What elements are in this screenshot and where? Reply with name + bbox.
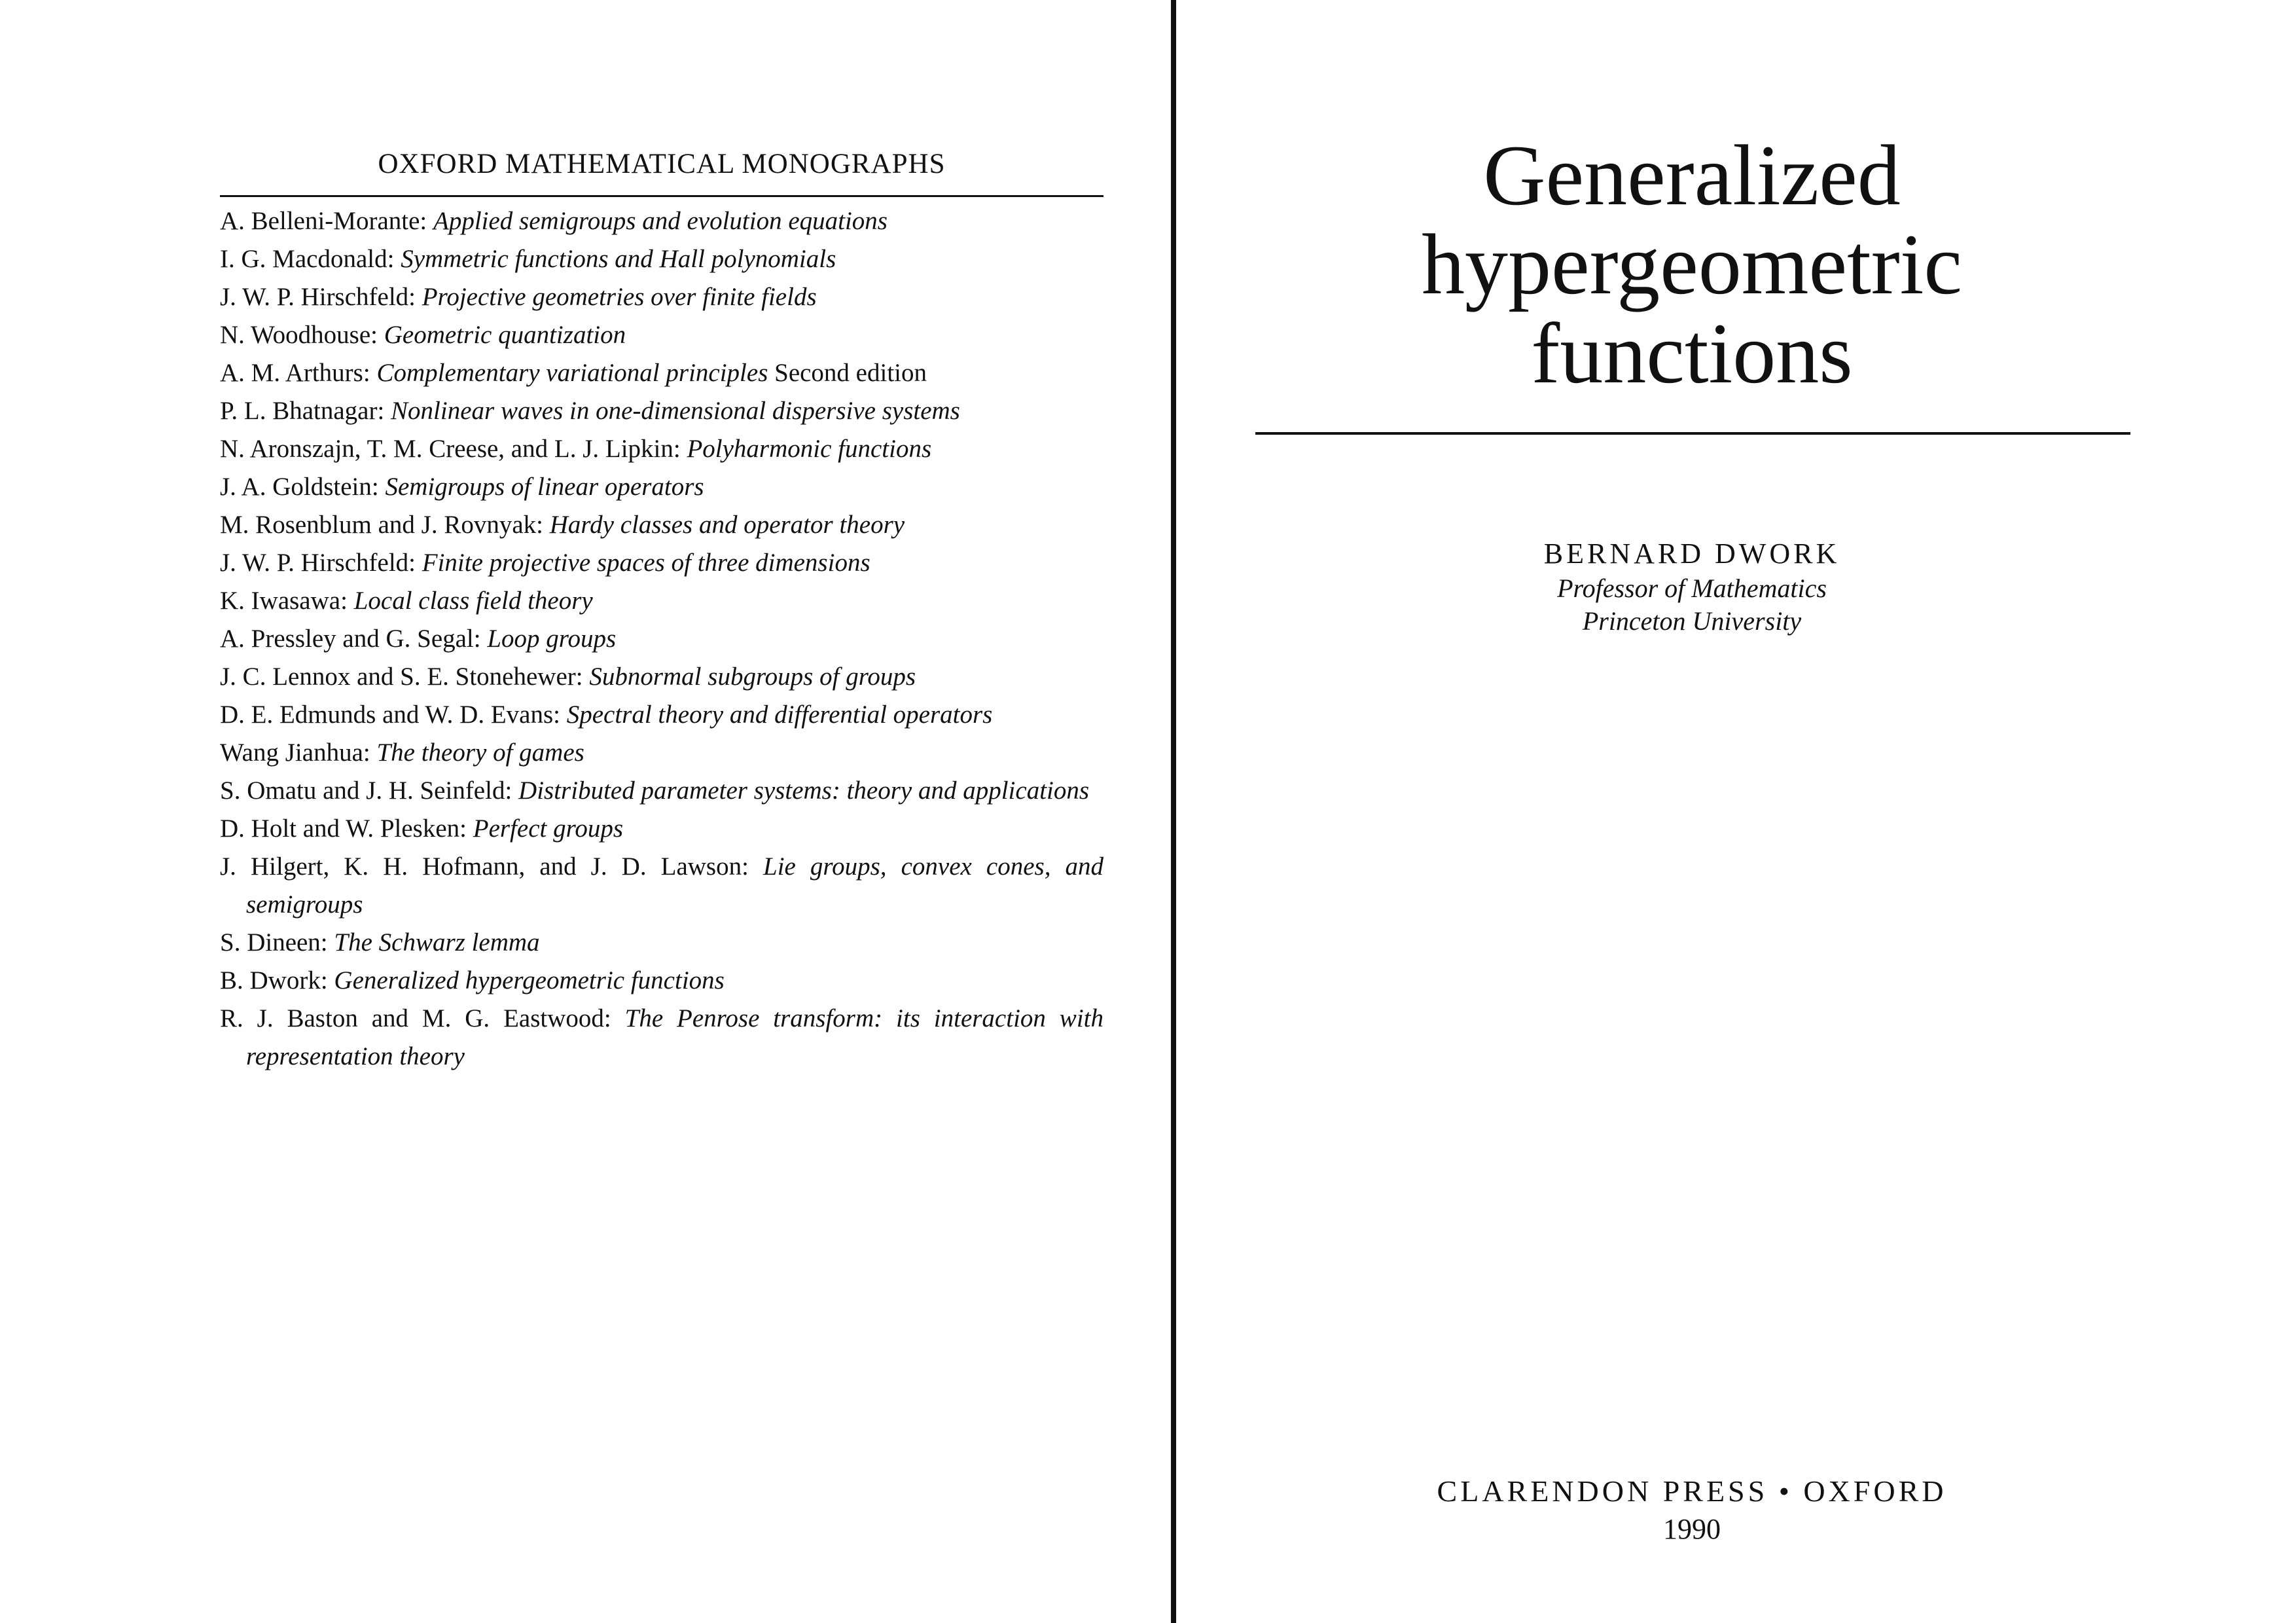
- book-title-entry: Lie groups, convex cones, and semigroups: [246, 852, 1104, 919]
- book-author: A. Belleni-Morante:: [220, 207, 427, 235]
- book-title-line-2: hypergeometric: [1422, 216, 1962, 312]
- series-book-item: [220, 544, 1103, 582]
- series-book-item: [220, 734, 1103, 772]
- series-book-item: [220, 278, 1103, 316]
- book-author: J. C. Lennox and S. E. Stonehewer:: [220, 663, 583, 691]
- series-book-item: [220, 392, 1103, 430]
- author-affiliation: Princeton University: [1582, 606, 1802, 636]
- book-title-entry: The theory of games: [376, 739, 584, 767]
- book-author: J. W. P. Hirschfeld:: [220, 549, 416, 577]
- book-title-entry: Spectral theory and differential operators: [566, 701, 993, 729]
- book-title-entry: Finite projective spaces of three dimensions: [422, 549, 870, 577]
- book-title-entry: The Penrose transform: its interaction with representation theory: [246, 1004, 1103, 1070]
- series-rule: [220, 195, 1103, 197]
- book-title-entry: Symmetric functions and Hall polynomials: [401, 245, 836, 273]
- series-book-item: [220, 658, 1103, 696]
- book-author: B. Dwork:: [220, 966, 328, 994]
- publication-year: 1990: [1663, 1513, 1721, 1545]
- book-title-entry: Local class field theory: [353, 587, 593, 615]
- book-author: N. Aronszajn, T. M. Creese, and L. J. Lipkin:: [220, 435, 681, 463]
- publisher-name: CLARENDON PRESS • OXFORD: [1437, 1474, 1947, 1508]
- book-title-entry: Hardy classes and operator theory: [549, 511, 905, 539]
- series-page: [220, 145, 1103, 1076]
- author-name: BERNARD DWORK: [1543, 538, 1840, 570]
- book-title-entry: Applied semigroups and evolution equations: [433, 207, 888, 235]
- series-book-item: [220, 506, 1103, 544]
- book-title-entry: Polyharmonic functions: [687, 435, 932, 463]
- book-author: I. G. Macdonald:: [220, 245, 395, 273]
- series-book-item: [220, 848, 1103, 924]
- series-book-item: [220, 810, 1103, 848]
- book-title-line-3: functions: [1531, 305, 1853, 401]
- series-book-item: [220, 696, 1103, 734]
- series-book-item: [220, 354, 1103, 392]
- author-role: Professor of Mathematics: [1557, 574, 1827, 603]
- series-book-item: [220, 316, 1103, 354]
- book-author: D. Holt and W. Plesken:: [220, 814, 467, 843]
- book-title-entry: Subnormal subgroups of groups: [589, 663, 916, 691]
- book-title-entry: The Schwarz lemma: [334, 928, 540, 957]
- book-title-entry: Complementary variational principles: [376, 359, 768, 387]
- page-gutter-divider: [1171, 0, 1176, 1623]
- book-edition-note: Second edition: [774, 359, 927, 387]
- book-title-line-1: Generalized: [1483, 127, 1901, 223]
- series-book-item: [220, 962, 1103, 1000]
- book-author: J. W. P. Hirschfeld:: [220, 283, 416, 311]
- series-book-item: [220, 924, 1103, 962]
- author-block: [1253, 536, 2130, 638]
- book-title-entry: Generalized hypergeometric functions: [334, 966, 725, 994]
- series-book-item: [220, 430, 1103, 468]
- book-author: M. Rosenblum and J. Rovnyak:: [220, 511, 543, 539]
- title-page: [1253, 127, 2130, 401]
- book-title: [1253, 127, 2130, 401]
- book-title-entry: Perfect groups: [473, 814, 624, 843]
- series-book-list: [220, 202, 1103, 1076]
- book-author: A. Pressley and G. Segal:: [220, 625, 481, 653]
- series-title: OXFORD MATHEMATICAL MONOGRAPHS: [378, 149, 946, 179]
- book-author: A. M. Arthurs:: [220, 359, 370, 387]
- series-book-item: [220, 468, 1103, 506]
- book-title-entry: Distributed parameter systems: theory and applications: [518, 776, 1090, 805]
- book-author: K. Iwasawa:: [220, 587, 348, 615]
- series-book-item: [220, 582, 1103, 620]
- book-title-entry: Nonlinear waves in one-dimensional dispersive systems: [391, 397, 960, 425]
- book-title-entry: Semigroups of linear operators: [385, 473, 704, 501]
- book-author: J. Hilgert, K. H. Hofmann, and J. D. Lawson:: [220, 852, 749, 881]
- book-title-entry: Projective geometries over finite fields: [422, 283, 817, 311]
- book-author: D. E. Edmunds and W. D. Evans:: [220, 701, 560, 729]
- series-book-item: [220, 1000, 1103, 1076]
- series-book-item: [220, 620, 1103, 658]
- book-author: P. L. Bhatnagar:: [220, 397, 385, 425]
- book-author: Wang Jianhua:: [220, 739, 370, 767]
- book-author: S. Dineen:: [220, 928, 328, 957]
- publisher-block: [1253, 1472, 2130, 1548]
- book-author: N. Woodhouse:: [220, 321, 378, 349]
- series-book-item: [220, 240, 1103, 278]
- book-title-entry: Geometric quantization: [384, 321, 626, 349]
- book-author: R. J. Baston and M. G. Eastwood:: [220, 1004, 611, 1032]
- book-title-entry: Loop groups: [487, 625, 617, 653]
- book-author: J. A. Goldstein:: [220, 473, 379, 501]
- series-book-item: [220, 202, 1103, 240]
- series-book-item: [220, 772, 1103, 810]
- title-rule: [1255, 432, 2130, 435]
- book-author: S. Omatu and J. H. Seinfeld:: [220, 776, 512, 805]
